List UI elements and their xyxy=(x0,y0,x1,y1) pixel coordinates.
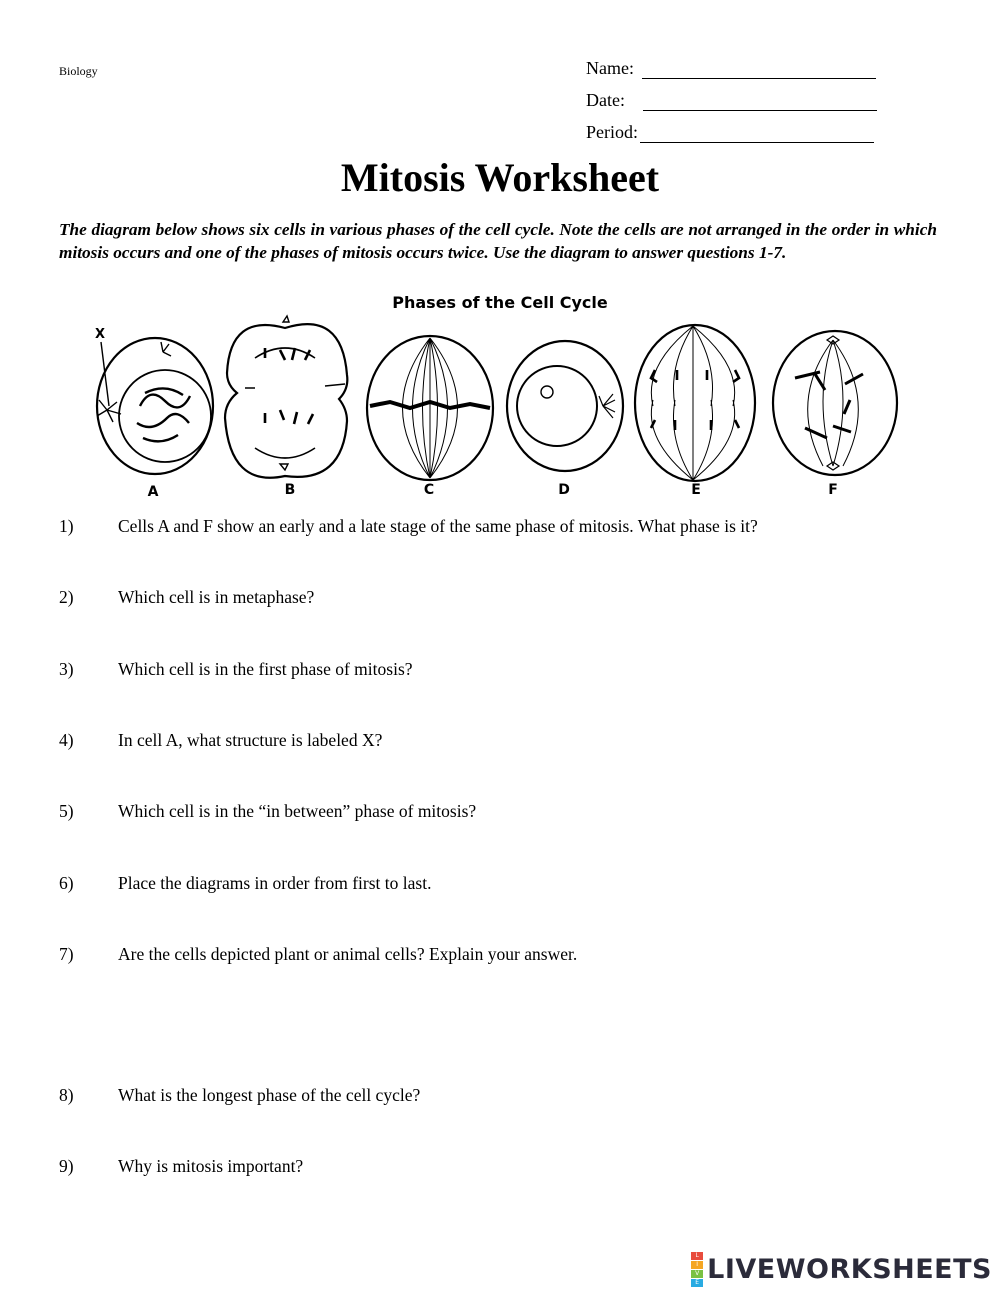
cell-cycle-diagram xyxy=(85,288,905,503)
question-number: 9) xyxy=(59,1156,74,1176)
question-5 xyxy=(59,801,476,822)
question-text: Are the cells depicted plant or animal cells? Explain your answer. xyxy=(118,944,578,964)
name-label: Name: xyxy=(586,58,634,78)
cell-d-drawing xyxy=(507,341,623,471)
logo-wordmark: LIVEWORKSHEETS xyxy=(707,1254,992,1285)
diagram-title: Phases of the Cell Cycle xyxy=(392,293,608,312)
question-number: 1) xyxy=(59,516,74,536)
x-label: X xyxy=(95,327,106,342)
question-6 xyxy=(59,873,431,894)
question-2 xyxy=(59,587,314,608)
period-field xyxy=(586,122,874,143)
question-text: Place the diagrams in order from first to last. xyxy=(118,873,432,893)
cell-label-c: C xyxy=(423,482,435,498)
question-3 xyxy=(59,659,413,680)
question-9 xyxy=(59,1156,303,1177)
question-text: Which cell is in the first phase of mitosis? xyxy=(118,659,413,679)
name-blank[interactable] xyxy=(642,58,876,79)
question-number: 5) xyxy=(59,801,74,821)
question-number: 8) xyxy=(59,1085,74,1105)
date-field xyxy=(586,90,877,111)
date-blank[interactable] xyxy=(643,90,877,111)
liveworksheets-logo xyxy=(691,1252,992,1287)
page-title: Mitosis Worksheet xyxy=(340,155,660,200)
question-8 xyxy=(59,1085,420,1106)
cell-label-d: D xyxy=(558,482,570,498)
date-label: Date: xyxy=(586,90,625,110)
question-text: In cell A, what structure is labeled X? xyxy=(118,730,383,750)
question-text: Which cell is in metaphase? xyxy=(118,587,315,607)
question-text: Why is mitosis important? xyxy=(118,1156,304,1176)
question-number: 7) xyxy=(59,944,74,964)
cell-b-drawing xyxy=(225,316,347,478)
question-number: 3) xyxy=(59,659,74,679)
question-text: Cells A and F show an early and a late stage of the same phase of mitosis. What phase is it? xyxy=(118,516,758,536)
cell-label-a: A xyxy=(147,484,159,500)
question-number: 4) xyxy=(59,730,74,750)
question-text: Which cell is in the “in between” phase of mitosis? xyxy=(118,801,477,821)
question-number: 2) xyxy=(59,587,74,607)
cell-f-drawing xyxy=(773,331,897,475)
cell-c-drawing xyxy=(367,336,493,480)
question-text: What is the longest phase of the cell cycle? xyxy=(118,1085,421,1105)
question-4 xyxy=(59,730,382,751)
subject-label: Biology xyxy=(59,64,98,78)
cell-a-drawing xyxy=(97,338,213,474)
cell-label-e: E xyxy=(691,482,701,498)
cell-label-b: B xyxy=(284,482,296,498)
instructions: The diagram below shows six cells in various phases of the cell cycle. Note the cells are not arranged in the order in which mitosis occurs and one of the phases of mitosis occurs twice. Use the diagram to answer questions 1-7. xyxy=(59,220,937,262)
question-1 xyxy=(59,516,758,537)
period-blank[interactable] xyxy=(640,122,874,143)
cell-label-f: F xyxy=(828,482,838,498)
period-label: Period: xyxy=(586,122,638,142)
question-number: 6) xyxy=(59,873,74,893)
question-7 xyxy=(59,944,577,965)
logo-blocks-icon: L I V E xyxy=(691,1252,703,1287)
name-field xyxy=(586,58,876,79)
cell-e-drawing xyxy=(635,325,755,481)
